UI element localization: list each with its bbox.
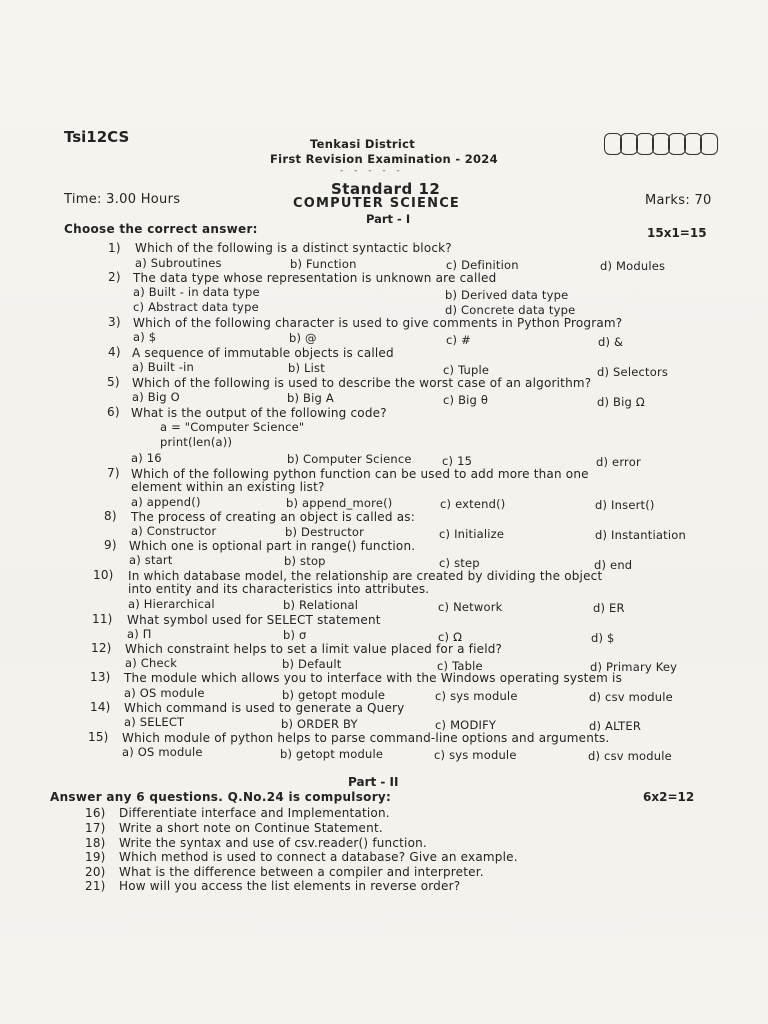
option-c: c) Network — [438, 600, 503, 614]
option-a: a) Hierarchical — [128, 597, 215, 611]
question-number: 12) — [91, 641, 112, 655]
option-a: a) Π — [127, 627, 152, 641]
question-text: Which method is used to connect a database? Give an example. — [119, 850, 518, 864]
option-a: a) OS module — [122, 745, 203, 759]
question-number: 5) — [107, 375, 120, 389]
option-c: c) extend() — [440, 497, 506, 511]
question-text-continued: into entity and its characteristics into attributes. — [128, 582, 430, 596]
question-number: 17) — [85, 821, 106, 835]
option-d: d) Concrete data type — [445, 303, 576, 317]
question-number: 8) — [104, 509, 117, 523]
question-text: What is the output of the following code? — [131, 406, 387, 420]
question-text: Differentiate interface and Implementation. — [119, 806, 390, 820]
option-b: b) ORDER BY — [281, 717, 358, 731]
question-text: How will you access the list elements in reverse order? — [119, 879, 461, 893]
option-b: b) σ — [283, 628, 307, 642]
option-c: c) Big θ — [443, 393, 489, 407]
question-number: 19) — [85, 850, 106, 864]
option-a: a) $ — [133, 330, 157, 344]
option-b: b) Big A — [287, 391, 334, 405]
question-text: What is the difference between a compiler and interpreter. — [119, 865, 484, 879]
register-box — [700, 133, 718, 155]
option-b: b) stop — [284, 554, 326, 568]
option-d: d) end — [594, 558, 633, 572]
exam-title: First Revision Examination - 2024 — [270, 152, 498, 166]
question-text: Which of the following character is used to give comments in Python Program? — [133, 316, 623, 330]
question-number: 4) — [108, 345, 121, 359]
option-a: a) Check — [125, 656, 178, 670]
option-d: d) $ — [591, 631, 615, 645]
option-b: b) append_more() — [286, 496, 393, 510]
question-text: The module which allows you to interface with the Windows operating system is — [124, 671, 623, 685]
option-b: b) Derived data type — [445, 288, 569, 302]
option-a: a) Big O — [132, 390, 180, 404]
question-text: Which module of python helps to parse command-line options and arguments. — [122, 731, 610, 745]
part-two-title: Part - II — [348, 775, 399, 789]
question-text: A sequence of immutable objects is called — [132, 346, 394, 360]
question-text: Which of the following python function can be used to add more than one — [131, 467, 589, 481]
option-c: c) step — [439, 556, 480, 570]
option-a: a) start — [129, 553, 173, 567]
part-two-score: 6x2=12 — [643, 790, 695, 804]
register-number-boxes — [604, 133, 716, 155]
option-d: d) & — [598, 335, 624, 349]
option-a: a) Constructor — [131, 524, 217, 538]
option-c: c) Initialize — [439, 527, 505, 541]
district-name: Tenkasi District — [310, 137, 416, 151]
question-number: 20) — [85, 865, 106, 879]
subject-title: COMPUTER SCIENCE — [293, 196, 461, 211]
question-text: Write the syntax and use of csv.reader() function. — [119, 836, 427, 850]
option-b: b) @ — [289, 331, 317, 345]
option-b: b) Relational — [283, 598, 359, 612]
question-text: What symbol used for SELECT statement — [127, 613, 381, 627]
question-text: Which command is used to generate a Query — [124, 701, 405, 715]
code-line: print(len(a)) — [160, 435, 233, 449]
option-b: b) Default — [282, 657, 342, 671]
option-b: b) List — [288, 361, 325, 375]
question-text: Which one is optional part in range() function. — [129, 539, 416, 553]
question-number: 3) — [108, 315, 121, 329]
option-a: a) Built - in data type — [133, 285, 260, 299]
question-number: 9) — [104, 538, 117, 552]
option-d: d) ER — [593, 601, 625, 615]
question-number: 11) — [92, 612, 113, 626]
question-text: Write a short note on Continue Statement. — [119, 821, 383, 835]
question-number: 10) — [93, 568, 114, 582]
option-c: c) Ω — [438, 630, 463, 644]
option-a: a) append() — [131, 495, 201, 509]
part-one-instruction: Choose the correct answer: — [64, 222, 258, 236]
question-number: 18) — [85, 836, 106, 850]
option-a: a) Built -in — [132, 360, 194, 374]
option-d: d) Insert() — [595, 498, 655, 512]
option-d: d) Modules — [600, 259, 666, 273]
total-marks: Marks: 70 — [645, 193, 712, 208]
option-c: c) Abstract data type — [133, 300, 259, 314]
question-number: 7) — [107, 466, 120, 480]
option-d: d) Instantiation — [595, 528, 686, 542]
question-number: 16) — [85, 806, 106, 820]
option-b: b) Destructor — [285, 525, 365, 539]
option-c: c) # — [446, 333, 471, 347]
part-one-title: Part - I — [366, 212, 411, 226]
part-one-score: 15x1=15 — [647, 226, 707, 240]
question-number: 14) — [90, 700, 111, 714]
question-number: 13) — [90, 670, 111, 684]
option-a: a) OS module — [124, 686, 205, 700]
option-d: d) Primary Key — [590, 660, 678, 674]
option-a: a) Subroutines — [135, 256, 222, 270]
option-a: a) SELECT — [124, 715, 185, 729]
option-c: c) Table — [437, 659, 483, 673]
question-number: 1) — [108, 241, 121, 255]
option-b: b) getopt module — [282, 688, 386, 702]
option-d: d) csv module — [588, 749, 672, 763]
question-number: 6) — [107, 405, 120, 419]
option-b: b) getopt module — [280, 747, 384, 761]
question-text: Which of the following is a distinct syntactic block? — [135, 241, 452, 255]
question-text: The data type whose representation is unknown are called — [133, 271, 497, 285]
question-text: Which constraint helps to set a limit value placed for a field? — [125, 642, 503, 656]
question-number: 2) — [108, 270, 121, 284]
option-c: c) Tuple — [443, 363, 490, 377]
question-text: In which database model, the relationship are created by dividing the object — [128, 569, 603, 583]
question-text: The process of creating an object is called as: — [131, 510, 415, 524]
option-c: c) 15 — [442, 454, 473, 468]
option-a: a) 16 — [131, 451, 162, 465]
option-d: d) Selectors — [597, 365, 669, 379]
option-b: b) Function — [290, 257, 357, 271]
question-text: Which of the following is used to describe the worst case of an algorithm? — [132, 376, 592, 390]
option-c: c) sys module — [434, 748, 517, 762]
option-b: b) Computer Science — [287, 452, 412, 466]
question-number: 21) — [85, 879, 106, 893]
time-allowed: Time: 3.00 Hours — [64, 192, 181, 207]
option-c: c) Definition — [446, 258, 519, 272]
option-d: d) error — [596, 455, 641, 469]
question-text-continued: element within an existing list? — [131, 480, 325, 494]
divider-dots: - - - - - — [340, 166, 404, 176]
option-d: d) ALTER — [589, 719, 642, 733]
option-d: d) csv module — [589, 690, 673, 704]
standard-title: Standard 12 — [331, 180, 441, 198]
question-number: 15) — [88, 730, 109, 744]
option-c: c) sys module — [435, 689, 518, 703]
option-d: d) Big Ω — [597, 395, 645, 409]
code-line: a = "Computer Science" — [160, 420, 305, 434]
option-c: c) MODIFY — [435, 718, 497, 732]
part-two-instruction: Answer any 6 questions. Q.No.24 is compulsory: — [50, 790, 392, 804]
paper-code: Tsi12CS — [64, 128, 130, 146]
